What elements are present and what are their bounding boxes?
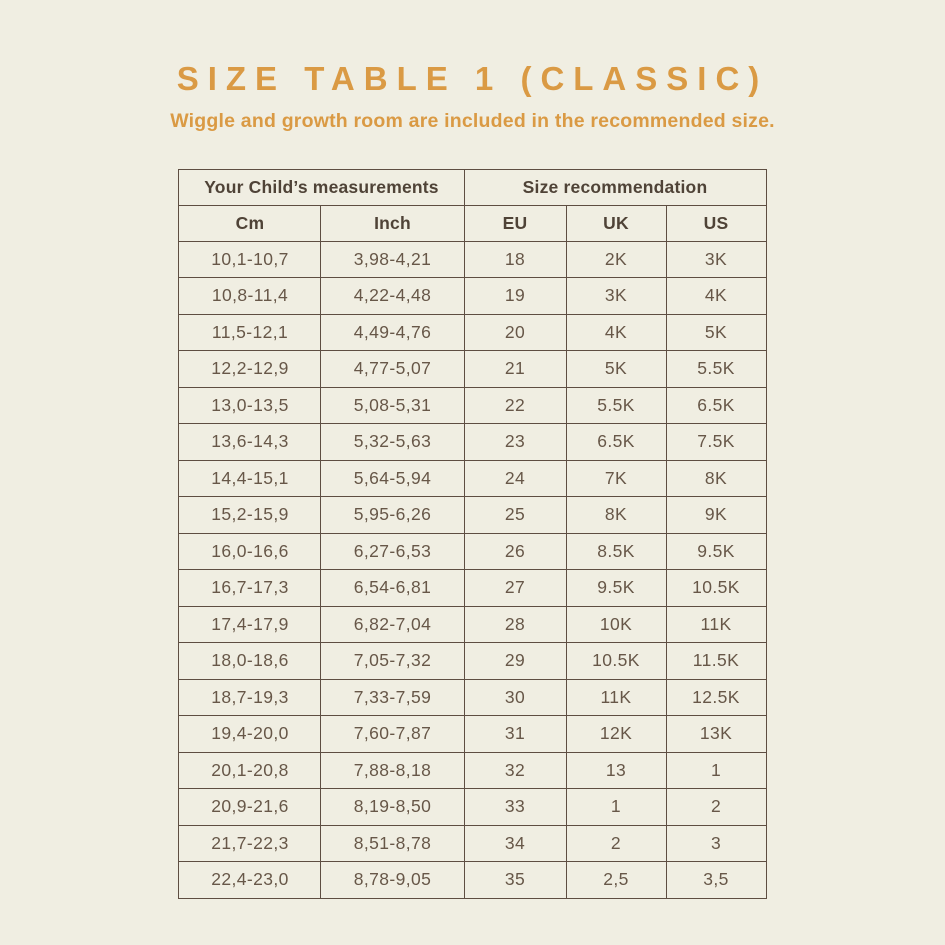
table-cell: 11.5K <box>666 643 766 680</box>
table-cell: 18,7-19,3 <box>179 679 321 716</box>
table-cell: 8K <box>666 460 766 497</box>
table-cell: 4K <box>566 314 666 351</box>
table-cell: 7.5K <box>666 424 766 461</box>
table-cell: 20,9-21,6 <box>179 789 321 826</box>
table-cell: 3,5 <box>666 862 766 899</box>
table-cell: 7,60-7,87 <box>321 716 464 753</box>
table-cell: 35 <box>464 862 566 899</box>
table-cell: 24 <box>464 460 566 497</box>
table-cell: 19 <box>464 278 566 315</box>
group-header-measurements: Your Child’s measurements <box>179 169 464 205</box>
table-cell: 16,7-17,3 <box>179 570 321 607</box>
table-cell: 31 <box>464 716 566 753</box>
table-cell: 3K <box>666 241 766 278</box>
table-cell: 2 <box>566 825 666 862</box>
table-cell: 21,7-22,3 <box>179 825 321 862</box>
table-row <box>179 862 766 899</box>
table-cell: 26 <box>464 533 566 570</box>
table-row <box>179 752 766 789</box>
table-cell: 3K <box>566 278 666 315</box>
table-cell: 30 <box>464 679 566 716</box>
column-header-inch: Inch <box>321 205 464 241</box>
table-cell: 4K <box>666 278 766 315</box>
table-cell: 6,54-6,81 <box>321 570 464 607</box>
table-cell: 11K <box>666 606 766 643</box>
table-row <box>179 570 766 607</box>
table-cell: 32 <box>464 752 566 789</box>
table-cell: 28 <box>464 606 566 643</box>
table-cell: 2,5 <box>566 862 666 899</box>
table-cell: 25 <box>464 497 566 534</box>
table-cell: 5K <box>566 351 666 388</box>
table-row <box>179 497 766 534</box>
table-cell: 21 <box>464 351 566 388</box>
table-cell: 4,22-4,48 <box>321 278 464 315</box>
table-row <box>179 387 766 424</box>
table-cell: 5,32-5,63 <box>321 424 464 461</box>
table-cell: 14,4-15,1 <box>179 460 321 497</box>
table-cell: 2 <box>666 789 766 826</box>
table-cell: 9.5K <box>666 533 766 570</box>
table-cell: 4,49-4,76 <box>321 314 464 351</box>
table-cell: 8,51-8,78 <box>321 825 464 862</box>
size-table-head <box>179 169 766 241</box>
table-row <box>179 351 766 388</box>
table-cell: 12,2-12,9 <box>179 351 321 388</box>
table-cell: 15,2-15,9 <box>179 497 321 534</box>
table-cell: 11K <box>566 679 666 716</box>
table-cell: 10.5K <box>666 570 766 607</box>
table-cell: 13K <box>666 716 766 753</box>
table-cell: 5.5K <box>666 351 766 388</box>
table-cell: 7,88-8,18 <box>321 752 464 789</box>
table-cell: 8,78-9,05 <box>321 862 464 899</box>
table-row <box>179 606 766 643</box>
table-cell: 6,27-6,53 <box>321 533 464 570</box>
group-header-size-recommendation: Size recommendation <box>464 169 766 205</box>
table-cell: 10.5K <box>566 643 666 680</box>
column-header-uk: UK <box>566 205 666 241</box>
table-row <box>179 278 766 315</box>
table-cell: 10K <box>566 606 666 643</box>
table-cell: 6.5K <box>566 424 666 461</box>
page-title: SIZE TABLE 1 (CLASSIC) <box>176 60 769 97</box>
table-row <box>179 314 766 351</box>
table-row <box>179 825 766 862</box>
table-cell: 9K <box>666 497 766 534</box>
table-cell: 12K <box>566 716 666 753</box>
table-cell: 29 <box>464 643 566 680</box>
table-row <box>179 716 766 753</box>
table-row <box>179 679 766 716</box>
table-cell: 5.5K <box>566 387 666 424</box>
table-cell: 20 <box>464 314 566 351</box>
table-cell: 5,64-5,94 <box>321 460 464 497</box>
column-header-cm: Cm <box>179 205 321 241</box>
table-cell: 3 <box>666 825 766 862</box>
column-header-row <box>179 205 766 241</box>
column-header-us: US <box>666 205 766 241</box>
table-cell: 7,05-7,32 <box>321 643 464 680</box>
table-cell: 22,4-23,0 <box>179 862 321 899</box>
table-row <box>179 241 766 278</box>
table-row <box>179 789 766 826</box>
table-cell: 3,98-4,21 <box>321 241 464 278</box>
table-cell: 17,4-17,9 <box>179 606 321 643</box>
table-cell: 23 <box>464 424 566 461</box>
table-row <box>179 424 766 461</box>
table-cell: 7,33-7,59 <box>321 679 464 716</box>
table-row <box>179 643 766 680</box>
table-cell: 16,0-16,6 <box>179 533 321 570</box>
page-subtitle: Wiggle and growth room are included in the recommended size. <box>170 110 775 132</box>
table-cell: 20,1-20,8 <box>179 752 321 789</box>
size-table-body <box>179 241 766 898</box>
table-cell: 1 <box>566 789 666 826</box>
group-header-row <box>179 169 766 205</box>
column-header-eu: EU <box>464 205 566 241</box>
table-cell: 12.5K <box>666 679 766 716</box>
size-table <box>178 169 766 899</box>
table-cell: 8,19-8,50 <box>321 789 464 826</box>
table-cell: 18,0-18,6 <box>179 643 321 680</box>
table-cell: 33 <box>464 789 566 826</box>
table-cell: 27 <box>464 570 566 607</box>
table-cell: 10,8-11,4 <box>179 278 321 315</box>
table-cell: 7K <box>566 460 666 497</box>
table-row <box>179 533 766 570</box>
table-cell: 22 <box>464 387 566 424</box>
table-cell: 6.5K <box>666 387 766 424</box>
table-cell: 8.5K <box>566 533 666 570</box>
table-cell: 13,0-13,5 <box>179 387 321 424</box>
table-cell: 13,6-14,3 <box>179 424 321 461</box>
table-cell: 18 <box>464 241 566 278</box>
table-cell: 19,4-20,0 <box>179 716 321 753</box>
table-cell: 5,95-6,26 <box>321 497 464 534</box>
table-cell: 13 <box>566 752 666 789</box>
table-cell: 8K <box>566 497 666 534</box>
table-cell: 4,77-5,07 <box>321 351 464 388</box>
table-row <box>179 460 766 497</box>
table-cell: 6,82-7,04 <box>321 606 464 643</box>
table-cell: 1 <box>666 752 766 789</box>
table-cell: 34 <box>464 825 566 862</box>
table-cell: 9.5K <box>566 570 666 607</box>
table-cell: 5K <box>666 314 766 351</box>
table-cell: 11,5-12,1 <box>179 314 321 351</box>
table-cell: 5,08-5,31 <box>321 387 464 424</box>
table-cell: 2K <box>566 241 666 278</box>
table-cell: 10,1-10,7 <box>179 241 321 278</box>
